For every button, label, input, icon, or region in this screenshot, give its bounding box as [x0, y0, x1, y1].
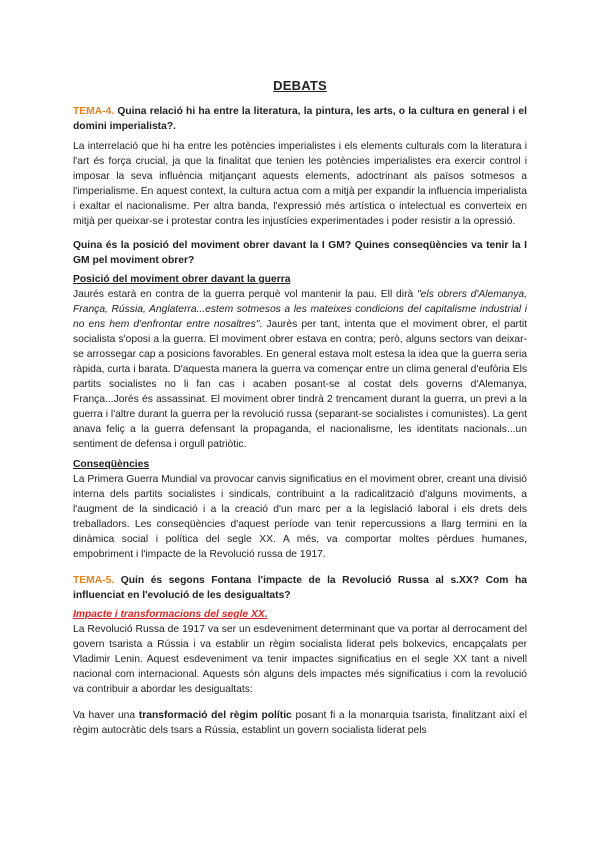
bold-phrase: transformació del règim polític [138, 710, 292, 721]
tema-label: TEMA-5. [73, 575, 115, 586]
answer-paragraph: Va haver una transformació del règim polític posant fi a la monarquia tsarista, finalitzant així el règim autocràtic dels tsars a Rússia, establint un govern socialista liderat pels [73, 710, 528, 736]
question-moviment-obrer: Quina és la posició del moviment obrer davant la I GM? Quines conseqüències va tenir la I GM pel moviment obrer? [73, 240, 527, 266]
subheading-impacte: Impacte i transformacions del segle XX. [73, 609, 268, 620]
answer-paragraph: Jaurés estarà en contra de la guerra perquè vol mantenir la pau. Ell dirà "els obrers d'Alemanya, França, Rússia, Anglaterra...estem sotmesos a les mateixes condicions del capitalisme industrial i no ens hem d'enfrontar entre nosaltres". Jaurès per tant, intenta que el moviment obrer, el partit socialista s'oposi a la guerra. El moviment obrer estava en contra; però, alguns sectors van deixar-se arrossegar cap a posicions favorables. En general estava molt estesa la idea que la guerra seria ràpida, curta i barata. D'aquesta manera la guerra va començar entre un clima general d'eufòria Els partits socialistes no li fan cas i acaben posant-se al costat dels governs d'Alemanya, França...Jorés és assassinat. El moviment obrer tindrà 2 trencament durant la guerra, un previ a la guerra i l'altre durant la guerra per la revolució russa (separant-se socialistes i comunistes). La gent anava feliç a la guerra defensant la propaganda, el nacionalisme, les identitats nacionals...un sentiment de defensa i orgull patriòtic. [73, 289, 527, 450]
subheading-posicio: Posició del moviment obrer davant la guerra [73, 274, 291, 285]
answer-paragraph: La Primera Guerra Mundial va provocar canvis significatius en el moviment obrer, creant una divisió interna dels partits socialistes i sindicals, contribuint a la radicalització d'alguns moviments, a l'augment de la sindicació i a la creació d'un marc per a la legislació laboral i els drets dels treballadors. Les conseqüències d'aquest període van tenir repercussions a llarg termini en la dinàmica social i política del segle XX. A més, va comportar moltes pèrdues humanes, empobriment i l'impacte de la Revolució russa de 1917. [73, 474, 527, 560]
question-tema-4 [73, 105, 527, 134]
question-text: Quin és segons Fontana l'impacte de la Revolució Russa al s.XX? Com ha influenciat en l'evolució de les desigualtats? [73, 575, 527, 601]
question-tema-5 [73, 574, 527, 603]
question-text: Quina relació hi ha entre la literatura, la pintura, les arts, o la cultura en general i el domini imperialista?. [73, 106, 527, 132]
answer-paragraph: La interrelació que hi ha entre les potències imperialistes i els elements culturals com la literatura i l'art és força crucial, ja que la finalitat que tenien les potències imperialistes era exercir control i imposar la seva influència mitjançant aquests elements, adoctrinant als països sotmesos a l'imperialisme. En aquest context, la cultura actua com a mitjà per expandir la influencia imperialista i exaltar el nacionalisme. Per altra banda, l'expressió més artística o intelectual es converteix en mitjà per queixar-se i protestar contra les injustícies experimentades i poder resistir a la opressió. [73, 141, 527, 227]
quote: "els obrers d'Alemanya, França, Rússia, Anglaterra...estem sotmesos a les mateixes condicions del capitalisme industrial i no ens hem d'enfrontar entre nosaltres" [73, 289, 527, 330]
tema-label: TEMA-4. [73, 106, 115, 117]
answer-paragraph: La Revolució Russa de 1917 va ser un esdeveniment determinant que va portar al derrocament del govern tsarista a Rússia i va establir un règim socialista liderat pels bolxevics, encapçalats per Vladimir Lenin. Aquest esdeveniment va tenir impactes significatius en el segle XX tant a nivell nacional com internacional. Aquests són alguns dels impactes més significatius i com la revolució va contribuir a abordar les desigualtats: [73, 624, 527, 695]
document-title: DEBATS [273, 78, 327, 93]
subheading-consequencies: Conseqüències [73, 459, 150, 470]
document-page [73, 78, 527, 738]
